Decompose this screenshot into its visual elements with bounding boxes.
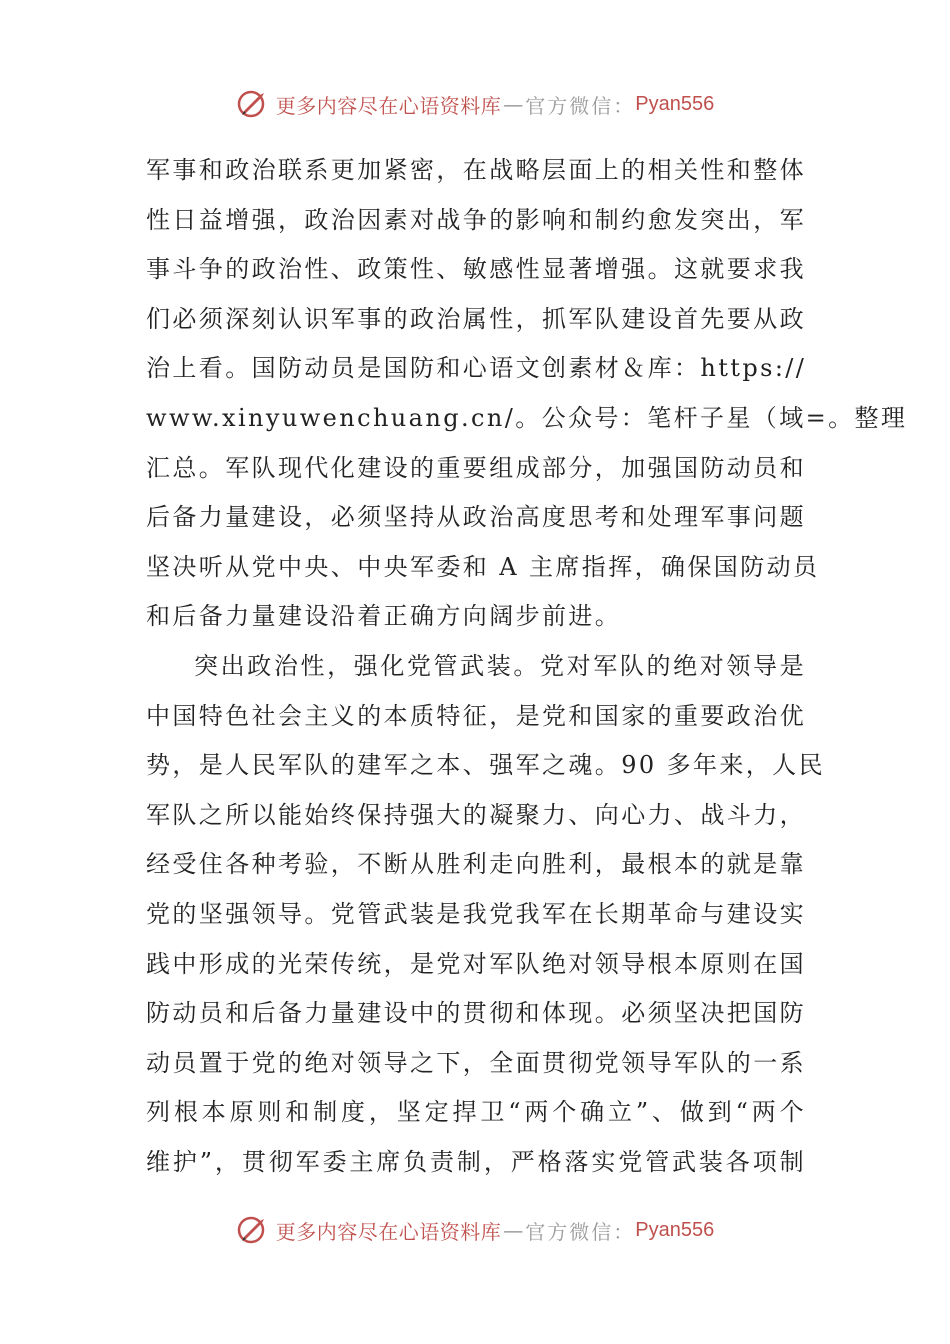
text-line: 治上看。国防动员是国防和心语文创素材＆库：https://: [146, 354, 807, 383]
text-line: 性日益增强，政治因素对战争的影响和制约愈发突出，军: [146, 205, 806, 234]
text-line: 势，是人民军队的建军之本、强军之魂。90 多年来，人民: [146, 751, 825, 780]
text-line: 经受住各种考验，不断从胜利走向胜利，最根本的就是靠: [146, 850, 806, 879]
text-line: 坚决听从党中央、中央军委和 A 主席指挥，确保国防动员: [146, 552, 820, 581]
header-brand: 更多内容尽在心语资料库: [275, 93, 502, 118]
header-contact-label: 官方微信：: [525, 93, 636, 118]
text-line: 践中形成的光荣传统，是党对军队绝对领导根本原则在国: [146, 949, 806, 978]
footer-brand: 更多内容尽在心语资料库: [275, 1219, 502, 1244]
text-line: 军队之所以能始终保持强大的凝聚力、向心力、战斗力，: [146, 800, 806, 829]
text-line: 后备力量建设，必须坚持从政治高度思考和处理军事问题: [146, 503, 806, 532]
article-body: [146, 146, 908, 1187]
text-line: www.xinyuwenchuang.cn/。公众号：笔杆子星（域=。整理: [146, 403, 908, 432]
footer-contact-id: Pyan556: [635, 1218, 715, 1241]
pen-logo-icon: [236, 87, 270, 121]
footer-separator: —: [503, 1218, 524, 1242]
text-line: 事斗争的政治性、政策性、敏感性显著增强。这就要求我: [146, 255, 806, 284]
footer-banner: [0, 1210, 950, 1250]
text-line: 中国特色社会主义的本质特征，是党和国家的重要政治优: [146, 701, 806, 730]
pen-logo-icon: [236, 1213, 270, 1247]
text-line: 动员置于党的绝对领导之下，全面贯彻党领导军队的一系: [146, 1048, 806, 1077]
text-line: 们必须深刻认识军事的政治属性，抓军队建设首先要从政: [146, 304, 806, 333]
text-line: 和后备力量建设沿着正确方向阔步前进。: [146, 602, 622, 631]
footer-contact-label: 官方微信：: [525, 1219, 636, 1244]
text-line: 防动员和后备力量建设中的贯彻和体现。必须坚决把国防: [146, 999, 806, 1028]
text-line: 列根本原则和制度，坚定捍卫“两个确立”、做到“两个: [146, 1098, 806, 1127]
text-line: 突出政治性，强化党管武装。党对军队的绝对领导是: [194, 651, 806, 680]
header-banner: [0, 84, 950, 124]
header-contact-id: Pyan556: [635, 92, 715, 115]
header-separator: —: [503, 92, 524, 116]
text-line: 汇总。军队现代化建设的重要组成部分，加强国防动员和: [146, 453, 806, 482]
text-line: 军事和政治联系更加紧密，在战略层面上的相关性和整体: [146, 156, 806, 184]
text-line: 维护”，贯彻军委主席负责制，严格落实党管武装各项制: [146, 1147, 806, 1176]
text-line: 党的坚强领导。党管武装是我党我军在长期革命与建设实: [146, 899, 806, 928]
